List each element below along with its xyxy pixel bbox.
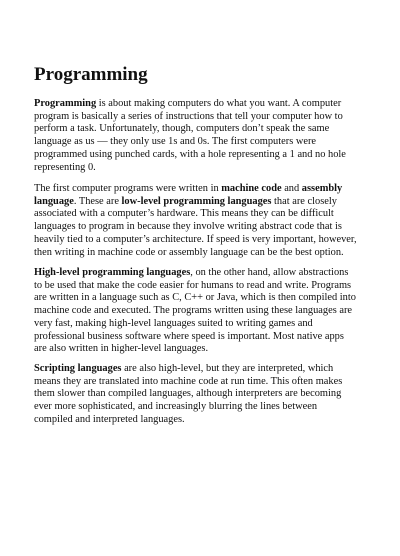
bold-term: assembly <box>301 183 343 194</box>
bold-term: Scripting languages <box>34 363 122 374</box>
text-line <box>34 234 374 247</box>
text-run: to be used that make the code easier for humans to read and write. Programs <box>34 279 352 291</box>
text-line <box>34 305 374 318</box>
text-run: machine code and executed. The programs written using these languages are <box>34 305 353 317</box>
text-line <box>34 363 374 376</box>
text-line <box>34 111 374 124</box>
bold-term: low-level programming languages <box>121 195 272 207</box>
text-run: ever more sophisticated, and increasingly blurring the lines between <box>34 401 318 413</box>
text-run: then writing in machine code or assembly language can be the best option. <box>34 246 344 258</box>
text-run: languages to program in because they involve writing abstract code that is <box>34 221 342 233</box>
text-run: them slower than compiled languages, although interpreters are becoming <box>34 388 342 400</box>
text-run: are written in a language such as C, C++ or Java, which is then compiled into <box>34 292 356 304</box>
text-run: compiled and interpreted languages. <box>34 413 185 425</box>
text-run: are also written in higher-level languages. <box>34 343 209 355</box>
text-run: very fast, making high-level languages suited to writing games and <box>34 317 313 329</box>
text-run: heavily tied to a computer’s architecture. If speed is very important, however, <box>34 233 357 245</box>
text-line <box>34 343 374 356</box>
text-line <box>34 331 374 344</box>
text-run: , on the other hand, allow abstractions <box>190 267 349 278</box>
text-line <box>34 221 374 234</box>
text-run: language as us — they only use 1s and 0s. The first computers were <box>34 136 317 148</box>
text-line <box>34 98 374 111</box>
text-line <box>34 280 374 293</box>
text-line <box>34 208 374 221</box>
text-line <box>34 123 374 136</box>
text-run: . These are <box>73 195 122 207</box>
text-run: program is basically a series of instructions that tell your computer how to <box>34 110 343 122</box>
text-run: associated with a computer’s hardware. This means they can be difficult <box>34 208 334 220</box>
text-run: is about making computers do what you want. A computer <box>96 98 342 109</box>
text-line <box>34 376 374 389</box>
text-run: and <box>281 183 302 194</box>
page-title: Programming <box>34 64 148 85</box>
text-line <box>34 267 374 280</box>
text-line <box>34 247 374 260</box>
paragraph-scripting-languages <box>34 363 374 427</box>
text-run: The first computer programs were written in <box>34 183 222 194</box>
paragraph-low-level-languages <box>34 183 374 259</box>
text-run: are also high-level, but they are interpreted, which <box>121 363 334 374</box>
bold-term: High-level programming languages <box>34 267 191 278</box>
text-line <box>34 183 374 196</box>
bold-term: language <box>34 195 74 207</box>
text-run: means they are translated into machine code at run time. This often makes <box>34 375 343 387</box>
paragraph-high-level-languages <box>34 267 374 356</box>
text-run: professional business software where speed is important. Most native apps <box>34 330 344 342</box>
text-line <box>34 292 374 305</box>
text-line <box>34 149 374 162</box>
bold-term: Programming <box>34 98 97 109</box>
text-run: programmed using punched cards, with a hole representing a 1 and no hole <box>34 148 346 160</box>
text-line <box>34 388 374 401</box>
bold-term: machine code <box>221 183 282 194</box>
paragraph-intro <box>34 98 374 174</box>
text-line <box>34 162 374 175</box>
text-run: representing 0. <box>34 161 96 173</box>
text-line <box>34 136 374 149</box>
text-run: perform a task. Unfortunately, though, computers don’t speak the same <box>34 123 330 135</box>
text-run: that are closely <box>271 195 337 207</box>
text-line <box>34 196 374 209</box>
text-line <box>34 414 374 427</box>
text-line <box>34 401 374 414</box>
text-line <box>34 318 374 331</box>
